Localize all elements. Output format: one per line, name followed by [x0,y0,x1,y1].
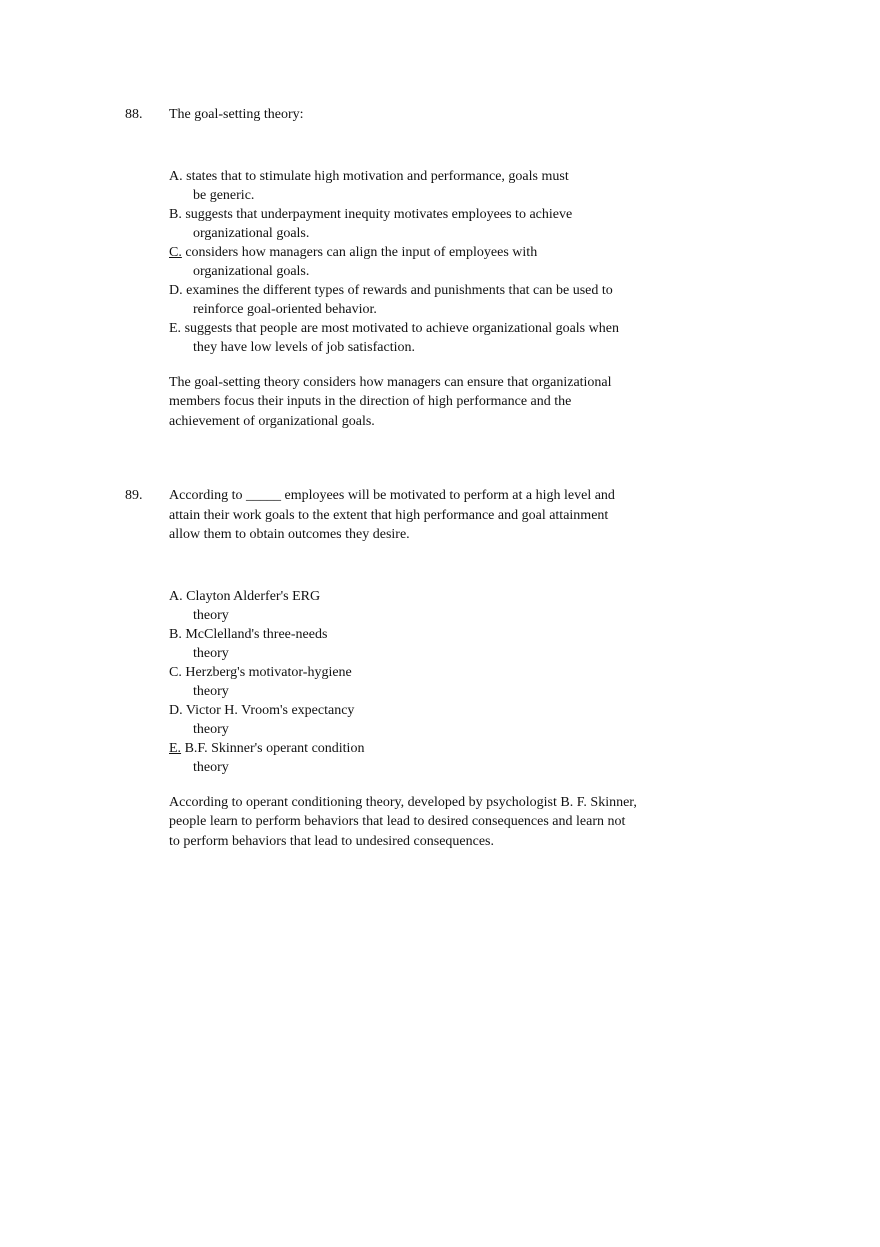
choice-d [169,281,665,319]
answer-choices [169,587,665,777]
choice-text-continued: organizational goals. [193,263,310,279]
choice-letter: D. [169,702,183,718]
question-88 [125,105,665,431]
choice-text: B.F. Skinner's operant condition [184,740,365,756]
choice-c [169,243,665,281]
choice-text: considers how managers can align the input of employees with [185,244,538,260]
choice-text: Clayton Alderfer's ERG [186,588,321,604]
answer-explanation: The goal-setting theory considers how managers can ensure that organizational members focus their inputs in the direction of high performance and the achievement of organizational goals. [169,374,612,429]
choice-letter-correct: E. [169,740,182,756]
choice-letter: B. [169,206,182,222]
choice-text-continued: theory [193,607,229,623]
choice-text: states that to stimulate high motivation and performance, goals must [186,168,569,184]
choice-letter: E. [169,320,182,336]
choice-b [169,205,665,243]
choice-text: suggests that underpayment inequity motivates employees to achieve [185,206,573,222]
choice-letter: A. [169,168,183,184]
choice-text-continued: be generic. [193,187,255,203]
choice-text-continued: they have low levels of job satisfaction. [193,339,415,355]
choice-a [169,587,665,625]
choice-e [169,739,665,777]
choice-text-continued: organizational goals. [193,225,310,241]
answer-choices [169,167,665,357]
choice-text: examines the different types of rewards and punishments that can be used to [186,282,613,298]
choice-d [169,701,665,739]
question-text: According to _____ employees will be motivated to perform at a high level and attain their work goals to the extent that high performance and goal attainment allow them to obtain outcomes they desire. [169,488,615,542]
choice-text-continued: theory [193,721,229,737]
choice-a [169,167,665,205]
choice-text: Victor H. Vroom's expectancy [185,702,355,718]
choice-letter: C. [169,664,182,680]
choice-text-continued: reinforce goal-oriented behavior. [193,301,377,317]
choice-letter: D. [169,282,183,298]
choice-text-continued: theory [193,759,229,775]
choice-c [169,663,665,701]
choice-letter-correct: C. [169,244,182,260]
question-text: The goal-setting theory: [169,107,304,122]
choice-text: suggests that people are most motivated to achieve organizational goals when [184,320,619,336]
question-89 [125,486,665,851]
answer-explanation: According to operant conditioning theory, developed by psychologist B. F. Skinner, people learn to perform behaviors that lead to desired consequences and learn not to perform behaviors that lead to undesired consequences. [169,794,637,849]
choice-text: McClelland's three-needs [185,626,328,642]
choice-text-continued: theory [193,645,229,661]
choice-b [169,625,665,663]
choice-e [169,319,665,357]
choice-text: Herzberg's motivator-hygiene [185,664,352,680]
question-stem [125,105,665,125]
question-number: 89. [125,488,143,503]
question-number: 88. [125,107,143,122]
choice-text-continued: theory [193,683,229,699]
choice-letter: A. [169,588,183,604]
choice-letter: B. [169,626,182,642]
question-stem [125,486,665,545]
